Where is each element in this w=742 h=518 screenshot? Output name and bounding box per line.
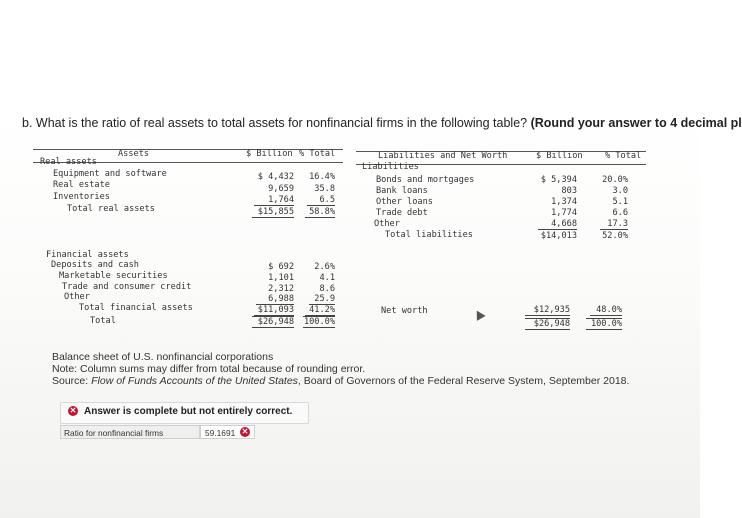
rounding-hint: (Round your answer to 4 decimal pl: [530, 116, 742, 130]
row-label: Total financial assets: [79, 303, 193, 313]
row-label: Total liabilities: [385, 230, 473, 240]
ratio-label: Ratio for nonfinancial firms: [60, 425, 200, 439]
liabilities-column-header: Liabilities and Net Worth: [378, 151, 508, 161]
row-label: Trade debt: [376, 208, 428, 218]
source-prefix: Source:: [52, 375, 92, 387]
row-billion: $ 4,432: [257, 172, 294, 182]
table-note: Note: Column sums may differ from total because of rounding error.: [52, 363, 366, 375]
row-label: Bank loans: [376, 186, 428, 196]
row-billion: $ 692: [268, 262, 294, 272]
row-pct: 5.1: [612, 197, 628, 207]
row-pct: 8.6: [319, 284, 335, 294]
assets-total-header: % Total: [299, 149, 336, 159]
assets-billion-header: $ Billion: [246, 149, 293, 159]
table-caption: Balance sheet of U.S. nonfinancial corporations: [52, 351, 274, 363]
row-billion: 2,312: [268, 284, 294, 294]
row-label: Deposits and cash: [51, 260, 139, 270]
row-billion: 1,774: [551, 208, 577, 218]
row-billion: 4,668: [538, 219, 577, 230]
row-label: Trade and consumer credit: [62, 282, 192, 292]
answer-status: Answer is complete but not entirely correct.: [84, 406, 293, 417]
liabilities-billion-header: $ Billion: [536, 151, 583, 161]
assets-column-header: Assets: [118, 149, 150, 159]
row-label: Equipment and software: [53, 169, 167, 179]
liabilities-total-header: % Total: [605, 151, 642, 161]
row-billion: 1,764: [254, 195, 294, 206]
incorrect-icon: ✕: [69, 406, 77, 415]
real-assets-heading: Real assets: [40, 157, 97, 167]
row-billion: $15,855: [252, 207, 294, 218]
row-pct: 41.2%: [305, 305, 335, 316]
net-worth-label: Net worth: [381, 306, 428, 316]
row-billion: 6,988: [256, 294, 294, 305]
row-label: Other: [374, 219, 400, 229]
row-label: Inventories: [53, 192, 110, 202]
row-pct: 16.4%: [309, 172, 335, 182]
row-pct: 35.8: [314, 184, 335, 194]
row-billion: $11,093: [254, 305, 294, 316]
question-text: [22, 116, 742, 130]
row-pct: 2.6%: [314, 262, 335, 272]
row-label: Total: [90, 316, 116, 326]
ratio-value: 59.1691: [205, 428, 236, 438]
liabilities-heading: Liabilities: [362, 162, 419, 172]
row-billion: 1,101: [268, 273, 294, 283]
net-worth-pct: 48.0%: [590, 305, 622, 316]
row-label: Bonds and mortgages: [376, 175, 475, 185]
row-label: Real estate: [53, 180, 110, 190]
incorrect-answer-icon: ✕: [241, 427, 249, 436]
row-billion: 803: [561, 186, 577, 196]
question-prompt: b. What is the ratio of real assets to total assets for nonfinancial firms in the following table?: [22, 116, 528, 130]
row-pct: 4.1: [319, 273, 335, 283]
row-label: Other: [64, 292, 90, 302]
row-pct: 100.0%: [303, 317, 335, 327]
row-pct: 25.9: [309, 294, 335, 305]
row-pct: 6.5: [307, 195, 335, 206]
row-pct: 52.0%: [602, 231, 628, 241]
row-pct: 58.8%: [305, 207, 335, 218]
total-liabilities-and-net-worth-pct: 100.0%: [586, 318, 622, 330]
net-worth-billion: $12,935: [525, 305, 570, 316]
row-pct: 3.0: [612, 186, 628, 196]
table-source: [52, 375, 629, 387]
row-label: Other loans: [376, 197, 433, 207]
source-title: Flow of Funds Accounts of the United States: [91, 375, 298, 387]
row-billion: $14,013: [540, 231, 577, 241]
row-billion: 9,659: [268, 184, 294, 194]
row-billion: 1,374: [551, 197, 577, 207]
row-pct: 20.0%: [602, 175, 628, 185]
row-label: Total real assets: [67, 204, 155, 214]
row-label: Marketable securities: [59, 271, 168, 281]
total-liabilities-and-net-worth-billion: $26,948: [525, 318, 570, 330]
row-pct: 17.3: [600, 219, 628, 230]
row-billion: $ 5,394: [540, 175, 577, 185]
source-suffix: , Board of Governors of the Federal Reserve System, September 2018.: [297, 375, 630, 387]
row-billion: $26,948: [252, 316, 294, 328]
row-pct: 6.6: [612, 208, 628, 218]
financial-assets-heading: Financial assets: [46, 250, 129, 260]
